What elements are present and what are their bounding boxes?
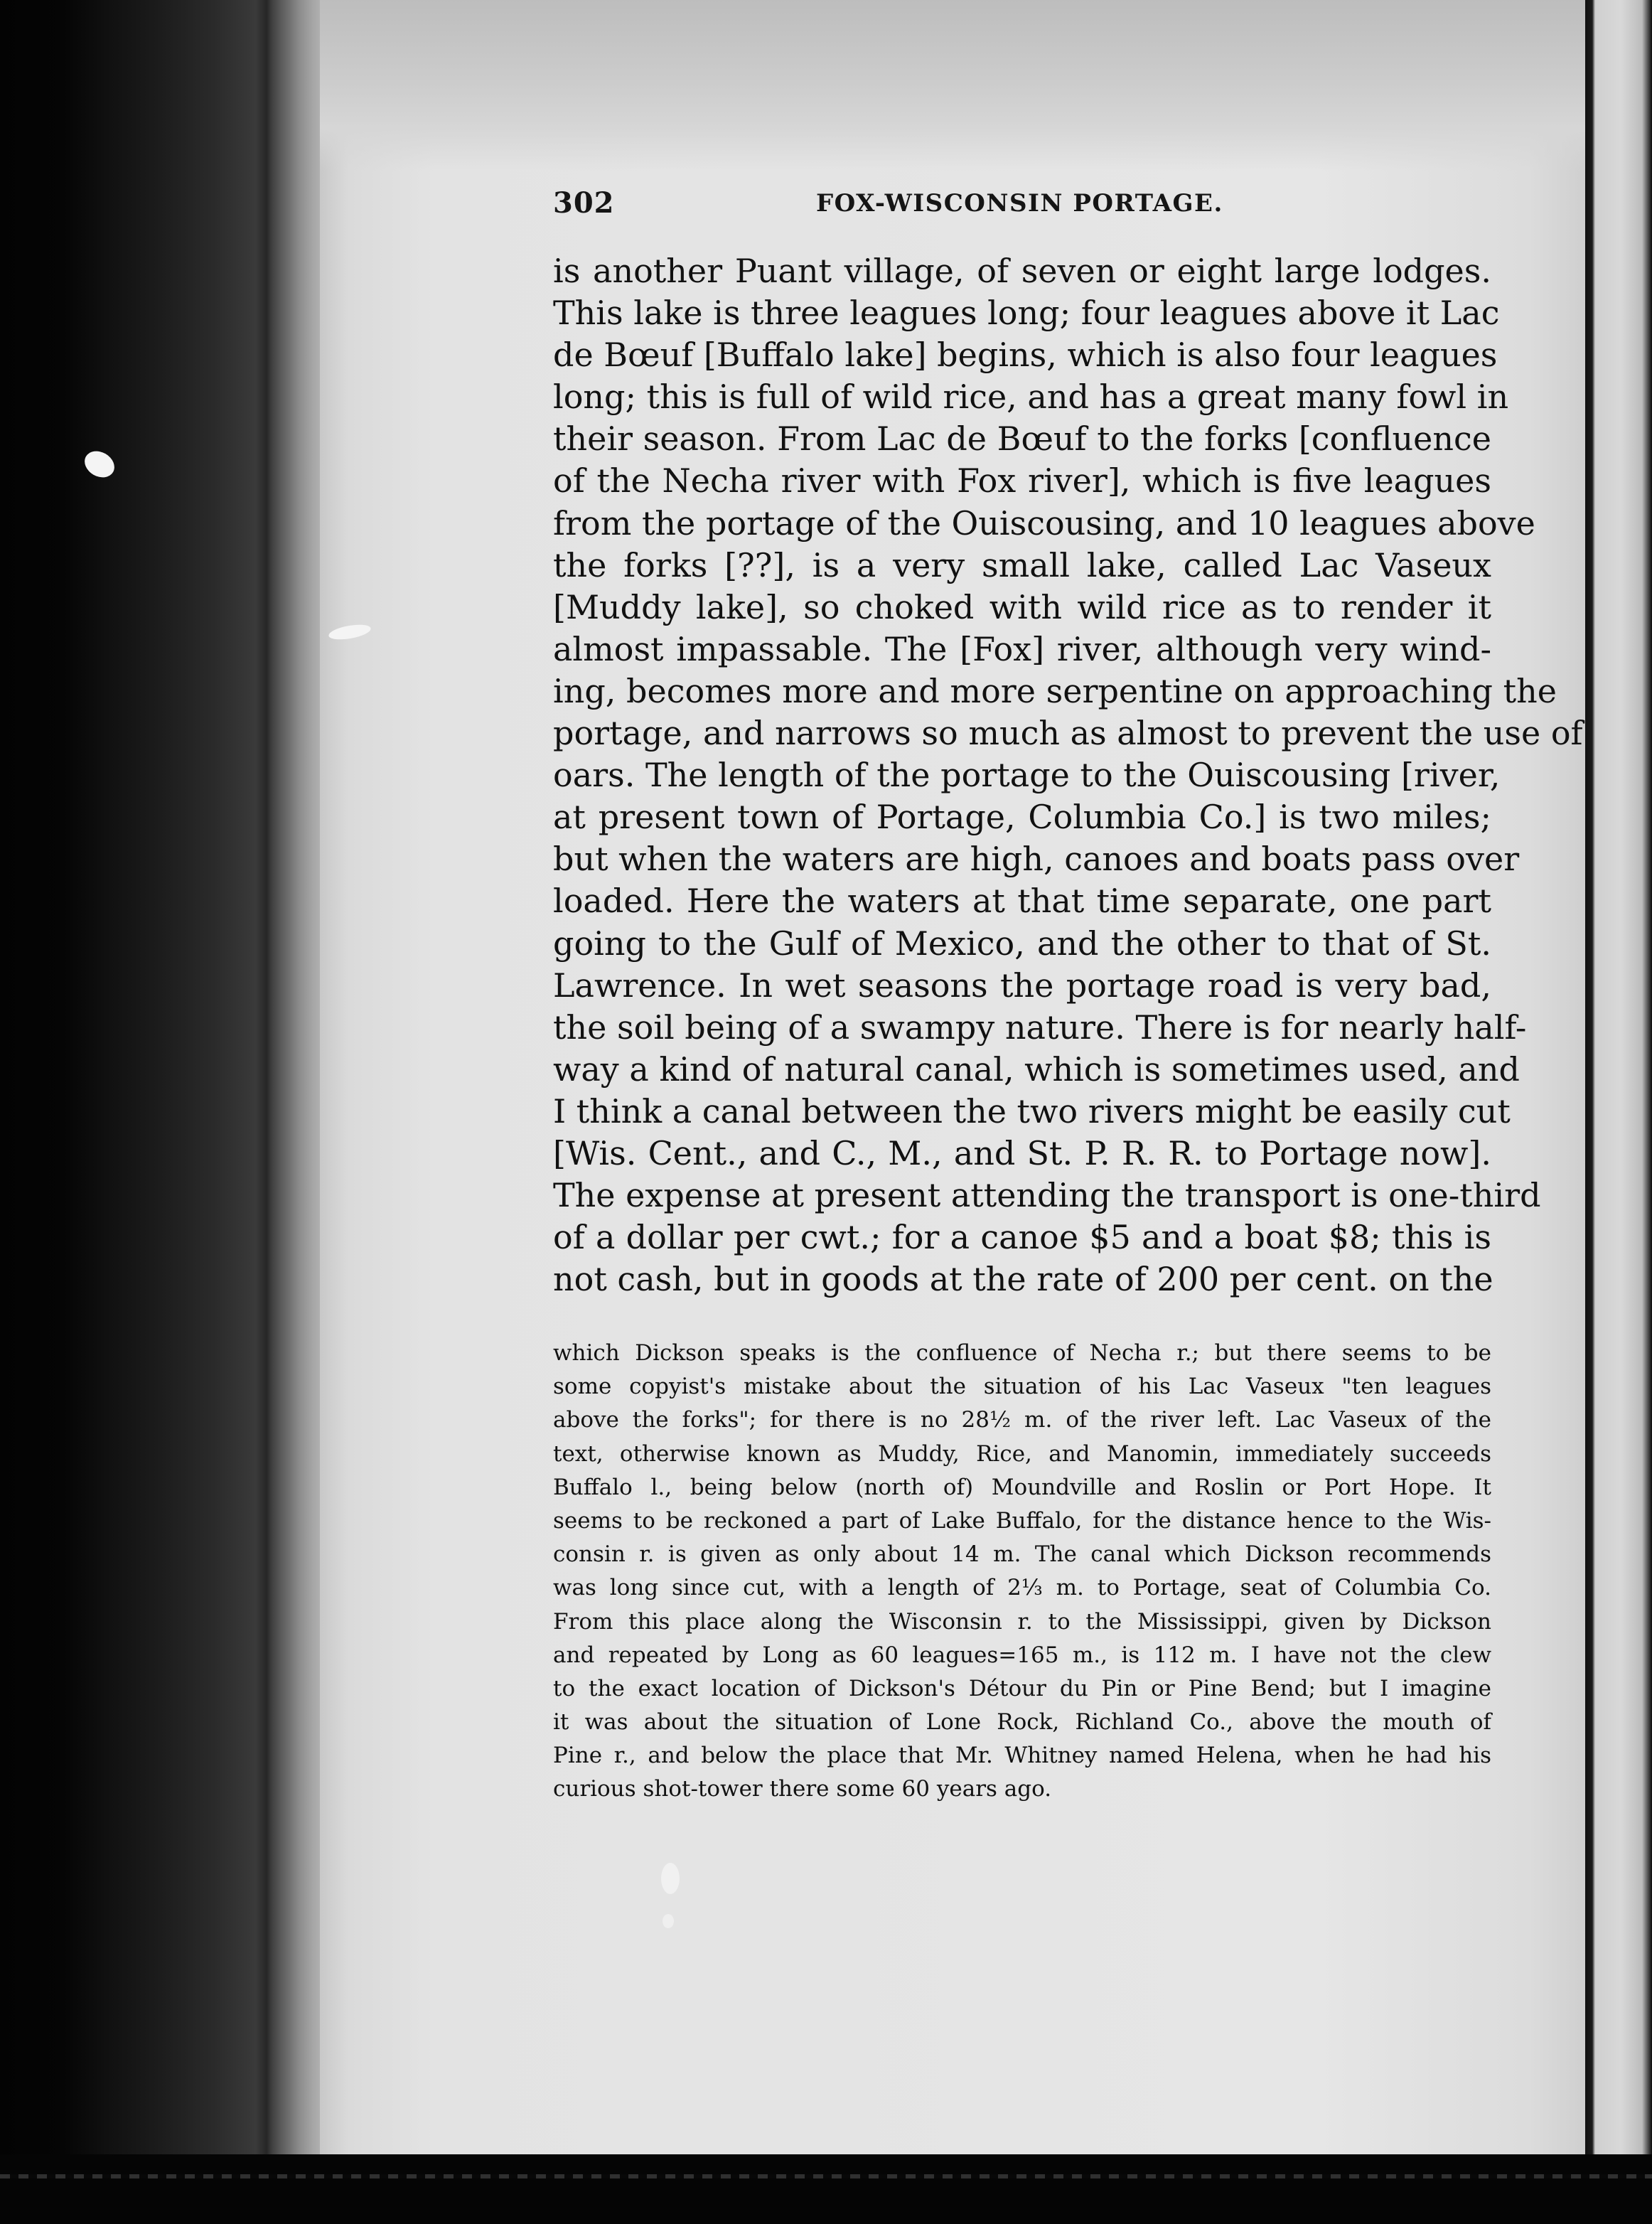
footnote-line: and repeated by Long as 60 leagues=165 m., is 112 m. I have not the clew — [553, 1642, 1491, 1668]
footnote-line: From this place along the Wisconsin r. to the Mississippi, given by Dickson — [553, 1608, 1491, 1635]
page-number: 302 — [553, 186, 615, 220]
body-line: of the Necha river with Fox river], which is five leagues — [553, 461, 1491, 501]
binding-gutter — [0, 0, 327, 2224]
body-line: portage, and narrows so much as almost to prevent the use of — [553, 714, 1583, 753]
footnote-line: was long since cut, with a length of 2⅓ m. to Portage, seat of Columbia Co. — [553, 1575, 1491, 1601]
body-line: but when the waters are high, canoes and boats pass over — [553, 840, 1520, 879]
body-line: going to the Gulf of Mexico, and the other to that of St. — [553, 924, 1491, 963]
footnote-line: it was about the situation of Lone Rock, Richland Co., above the mouth of — [553, 1709, 1491, 1736]
scan-bottom-border — [0, 2154, 1652, 2224]
body-line: [Muddy lake], so choked with wild rice as to render it — [553, 587, 1491, 626]
body-line: long; this is full of wild rice, and has a great many fowl in — [553, 378, 1509, 417]
page-header — [553, 186, 1491, 226]
body-line: is another Puant village, of seven or eight large lodges. — [553, 252, 1491, 290]
footnote-line: Pine r., and below the place that Mr. Whitney named Helena, when he had his — [553, 1743, 1491, 1769]
body-line: from the portage of the Ouiscousing, and 10 leagues above — [553, 503, 1535, 542]
footnote-line: above the forks"; for there is no 28½ m. of the river left. Lac Vaseux of the — [553, 1407, 1491, 1433]
footnote — [553, 1337, 1491, 1807]
next-page-edge — [1585, 0, 1652, 2224]
footnote-line: to the exact location of Dickson's Détour du Pin or Pine Bend; but I imagine — [553, 1675, 1491, 1701]
body-line: ing, becomes more and more serpentine on approaching the — [553, 671, 1557, 710]
body-text — [553, 250, 1583, 1300]
body-line: The expense at present attending the transport is one-third — [553, 1176, 1541, 1215]
scan-speck — [661, 1863, 680, 1894]
footnote-line: text, otherwise known as Muddy, Rice, and Manomin, immediately succeeds — [553, 1440, 1491, 1467]
body-line: oars. The length of the portage to the Ouiscousing [river, — [553, 756, 1501, 795]
body-line: This lake is three leagues long; four leagues above it Lac — [553, 294, 1500, 333]
scan-speck — [663, 1914, 674, 1928]
footnote-line: Buffalo l., being below (north of) Moundville and Roslin or Port Hope. It — [553, 1474, 1491, 1500]
body-line: [Wis. Cent., and C., M., and St. P. R. R. to Portage now]. — [553, 1133, 1491, 1172]
scan-artifact-lines — [0, 2174, 1652, 2178]
footnote-line: seems to be reckoned a part of Lake Buffalo, for the distance hence to the Wis- — [553, 1507, 1491, 1534]
body-line: Lawrence. In wet seasons the portage road is very bad, — [553, 966, 1491, 1005]
body-line: at present town of Portage, Columbia Co.] is two miles; — [553, 798, 1491, 837]
body-line: of a dollar per cwt.; for a canoe $5 and a boat $8; this is — [553, 1218, 1491, 1257]
footnote-line: some copyist's mistake about the situation of his Lac Vaseux "ten leagues — [553, 1374, 1491, 1400]
body-line: not cash, but in goods at the rate of 200 per cent. on the — [553, 1260, 1493, 1299]
body-line: the forks [??], is a very small lake, called Lac Vaseux — [553, 545, 1491, 584]
body-line: the soil being of a swampy nature. There is for nearly half- — [553, 1007, 1527, 1047]
body-line: de Bœuf [Buffalo lake] begins, which is also four leagues — [553, 336, 1498, 375]
footnote-line: consin r. is given as only about 14 m. The canal which Dickson recommends — [553, 1541, 1491, 1568]
water-stain — [320, 0, 1585, 171]
running-head: FOX-WISCONSIN PORTAGE. — [816, 189, 1223, 218]
body-line: loaded. Here the waters at that time separate, one part — [553, 882, 1491, 921]
footnote-line: which Dickson speaks is the confluence of Necha r.; but there seems to be — [553, 1340, 1491, 1366]
footnote-line: curious shot-tower there some 60 years ago. — [553, 1776, 1052, 1802]
body-line: almost impassable. The [Fox] river, although very wind- — [553, 629, 1491, 668]
body-line: way a kind of natural canal, which is sometimes used, and — [553, 1049, 1520, 1089]
body-line: their season. From Lac de Bœuf to the forks [confluence — [553, 419, 1491, 459]
body-line: I think a canal between the two rivers might be easily cut — [553, 1091, 1511, 1130]
